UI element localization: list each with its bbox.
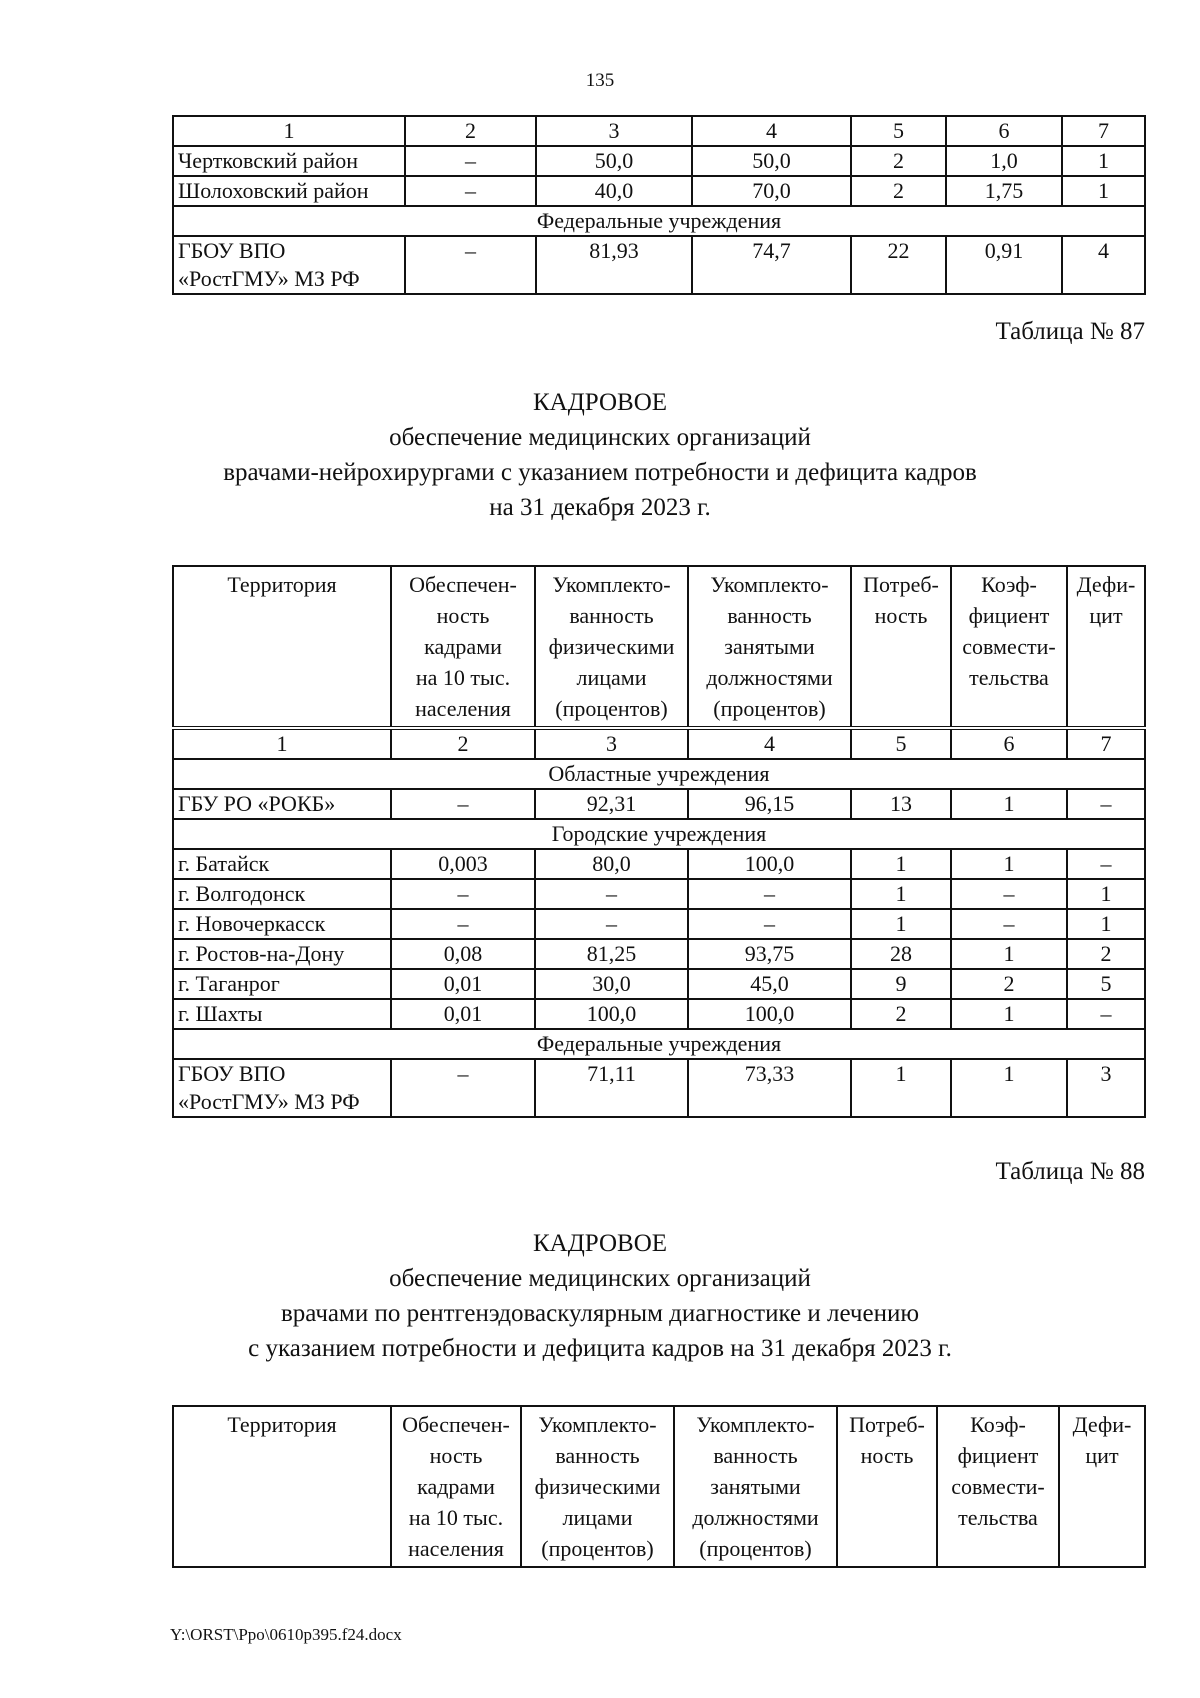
header-text-line: Потреб- bbox=[849, 1412, 925, 1437]
table-87-title-block bbox=[0, 385, 1200, 525]
table-87-section-row bbox=[173, 1029, 1145, 1059]
value-cell: – bbox=[535, 879, 688, 909]
value-cell: – bbox=[405, 236, 536, 294]
value-cell: 22 bbox=[851, 236, 946, 294]
federal-institution-name-line-2: «РостГМУ» МЗ РФ bbox=[178, 1089, 360, 1114]
header-text-line: совмести- bbox=[951, 1474, 1045, 1499]
header-text-line: лицами bbox=[562, 1505, 633, 1530]
header-text-line: занятыми bbox=[710, 1474, 801, 1499]
value-cell: 2 bbox=[1067, 939, 1145, 969]
value-cell: – bbox=[391, 1059, 535, 1117]
value-cell: 2 bbox=[851, 999, 951, 1029]
value-cell: 1,75 bbox=[946, 176, 1062, 206]
column-number: 4 bbox=[688, 728, 851, 759]
value-cell: – bbox=[1067, 789, 1145, 819]
table-87-header-row bbox=[173, 566, 1145, 728]
value-cell: 81,25 bbox=[535, 939, 688, 969]
header-text-line: физическими bbox=[534, 1474, 661, 1499]
column-number: 3 bbox=[536, 116, 692, 146]
federal-institution-name-line-2: «РостГМУ» МЗ РФ bbox=[178, 266, 360, 291]
column-number: 1 bbox=[173, 116, 405, 146]
page-number: 135 bbox=[585, 70, 615, 91]
table-88-title: КАДРОВОЕ bbox=[532, 1230, 668, 1257]
header-text-line: должностями bbox=[692, 1505, 819, 1530]
header-text-line: Обеспечен- bbox=[409, 572, 517, 597]
table-87-subtitle-1: обеспечение медицинских организаций bbox=[389, 424, 811, 451]
table-88-header-col-4 bbox=[674, 1406, 837, 1567]
territory-cell: г. Волгодонск bbox=[173, 879, 391, 909]
header-text-line: ванность bbox=[569, 603, 654, 628]
header-text-line: (процентов) bbox=[555, 696, 668, 721]
value-cell: 73,33 bbox=[688, 1059, 851, 1117]
value-cell: – bbox=[688, 909, 851, 939]
value-cell: – bbox=[535, 909, 688, 939]
column-number: 6 bbox=[946, 116, 1062, 146]
value-cell: 1 bbox=[1067, 879, 1145, 909]
value-cell: 50,0 bbox=[536, 146, 692, 176]
header-text-line: Укомплекто- bbox=[710, 572, 829, 597]
header-text-line: тельства bbox=[969, 665, 1049, 690]
column-number: 4 bbox=[692, 116, 851, 146]
table-87-section-row bbox=[173, 759, 1145, 789]
header-text-line: Территория bbox=[227, 1412, 337, 1437]
header-text-line: занятыми bbox=[724, 634, 815, 659]
value-cell: 100,0 bbox=[688, 999, 851, 1029]
value-cell: 1 bbox=[951, 999, 1067, 1029]
value-cell: 1 bbox=[851, 879, 951, 909]
value-cell: 28 bbox=[851, 939, 951, 969]
header-text-line: должностями bbox=[706, 665, 833, 690]
header-text-line: Укомплекто- bbox=[552, 572, 671, 597]
territory-cell: Чертковский район bbox=[173, 146, 405, 176]
territory-cell: г. Шахты bbox=[173, 999, 391, 1029]
territory-cell: г. Батайск bbox=[173, 849, 391, 879]
value-cell: 1 bbox=[951, 849, 1067, 879]
value-cell: 81,93 bbox=[536, 236, 692, 294]
table-row bbox=[173, 939, 1145, 969]
value-cell: – bbox=[951, 879, 1067, 909]
header-text-line: кадрами bbox=[417, 1474, 495, 1499]
header-text-line: фициент bbox=[957, 1443, 1039, 1468]
header-text-line: Обеспечен- bbox=[402, 1412, 510, 1437]
value-cell: 13 bbox=[851, 789, 951, 819]
table-88-header-col-3 bbox=[521, 1406, 674, 1567]
table-87-header-col-1 bbox=[173, 566, 391, 728]
table-88-header-col-2 bbox=[391, 1406, 521, 1567]
value-cell: – bbox=[405, 146, 536, 176]
column-number: 1 bbox=[173, 728, 391, 759]
header-text-line: Дефи- bbox=[1076, 572, 1136, 597]
table-88-header-col-1 bbox=[173, 1406, 391, 1567]
header-text-line: Территория bbox=[227, 572, 337, 597]
value-cell: – bbox=[405, 176, 536, 206]
table-87-title: КАДРОВОЕ bbox=[532, 389, 668, 416]
value-cell: 100,0 bbox=[688, 849, 851, 879]
value-cell: 70,0 bbox=[692, 176, 851, 206]
value-cell: 0,01 bbox=[391, 999, 535, 1029]
header-text-line: ность bbox=[436, 603, 490, 628]
value-cell: 2 bbox=[951, 969, 1067, 999]
section-heading: Федеральные учреждения bbox=[173, 206, 1145, 236]
table-87-federal-row bbox=[173, 1059, 1145, 1117]
table-87-label: Таблица № 87 bbox=[995, 318, 1145, 345]
header-text-line: ванность bbox=[555, 1443, 640, 1468]
section-heading: Городские учреждения bbox=[173, 819, 1145, 849]
table-88-title-block bbox=[0, 1226, 1200, 1366]
table-row bbox=[173, 146, 1145, 176]
column-number: 7 bbox=[1062, 116, 1145, 146]
territory-cell: г. Таганрог bbox=[173, 969, 391, 999]
value-cell: – bbox=[391, 879, 535, 909]
territory-cell: г. Ростов-на-Дону bbox=[173, 939, 391, 969]
header-text-line: Дефи- bbox=[1072, 1412, 1132, 1437]
value-cell: 1 bbox=[851, 909, 951, 939]
table-87 bbox=[172, 565, 1146, 1118]
territory-cell bbox=[173, 1059, 391, 1117]
value-cell: 40,0 bbox=[536, 176, 692, 206]
column-number: 6 bbox=[951, 728, 1067, 759]
table-88-header-col-7 bbox=[1059, 1406, 1145, 1567]
value-cell: 1 bbox=[851, 849, 951, 879]
continuation-section-row bbox=[173, 206, 1145, 236]
value-cell: 1 bbox=[1062, 146, 1145, 176]
value-cell: – bbox=[1067, 999, 1145, 1029]
header-text-line: совмести- bbox=[962, 634, 1056, 659]
value-cell: 0,08 bbox=[391, 939, 535, 969]
continuation-table bbox=[172, 115, 1146, 295]
value-cell: – bbox=[1067, 849, 1145, 879]
column-number: 3 bbox=[535, 728, 688, 759]
table-87-subtitle-3: на 31 декабря 2023 г. bbox=[489, 494, 711, 521]
table-88-header-row bbox=[173, 1406, 1145, 1567]
value-cell: 0,01 bbox=[391, 969, 535, 999]
header-text-line: на 10 тыс. bbox=[408, 1505, 504, 1530]
value-cell: 3 bbox=[1067, 1059, 1145, 1117]
header-text-line: населения bbox=[408, 1536, 504, 1561]
header-text-line: ность bbox=[429, 1443, 483, 1468]
continuation-column-numbers-row bbox=[173, 116, 1145, 146]
value-cell: – bbox=[391, 909, 535, 939]
value-cell: 1 bbox=[951, 1059, 1067, 1117]
header-text-line: фициент bbox=[968, 603, 1050, 628]
column-number: 2 bbox=[391, 728, 535, 759]
table-87-header-col-7 bbox=[1067, 566, 1145, 728]
table-row bbox=[173, 849, 1145, 879]
header-text-line: тельства bbox=[958, 1505, 1038, 1530]
table-87-header-col-3 bbox=[535, 566, 688, 728]
header-text-line: Потреб- bbox=[863, 572, 939, 597]
value-cell: 100,0 bbox=[535, 999, 688, 1029]
header-text-line: Коэф- bbox=[981, 572, 1037, 597]
header-text-line: на 10 тыс. bbox=[415, 665, 511, 690]
header-text-line: кадрами bbox=[424, 634, 502, 659]
federal-institution-name-line-1: ГБОУ ВПО bbox=[178, 1061, 286, 1086]
value-cell: 1 bbox=[951, 789, 1067, 819]
value-cell: 2 bbox=[851, 176, 946, 206]
header-text-line: ность bbox=[860, 1443, 914, 1468]
table-row bbox=[173, 879, 1145, 909]
value-cell: 71,11 bbox=[535, 1059, 688, 1117]
header-text-line: населения bbox=[415, 696, 511, 721]
value-cell: 1 bbox=[951, 939, 1067, 969]
table-88-header-col-6 bbox=[937, 1406, 1059, 1567]
value-cell: 93,75 bbox=[688, 939, 851, 969]
header-text-line: ванность bbox=[713, 1443, 798, 1468]
table-87-header-col-5 bbox=[851, 566, 951, 728]
value-cell: 92,31 bbox=[535, 789, 688, 819]
table-88-subtitle-1: обеспечение медицинских организаций bbox=[389, 1265, 811, 1292]
value-cell: 30,0 bbox=[535, 969, 688, 999]
territory-cell: Шолоховский район bbox=[173, 176, 405, 206]
header-text-line: Укомплекто- bbox=[538, 1412, 657, 1437]
table-88-subtitle-2: врачами по рентгенэдоваскулярным диагностике и лечению bbox=[280, 1300, 920, 1327]
value-cell: 2 bbox=[851, 146, 946, 176]
federal-institution-name-line-1: ГБОУ ВПО bbox=[178, 238, 286, 263]
table-88-header-col-5 bbox=[837, 1406, 937, 1567]
table-87-header-col-2 bbox=[391, 566, 535, 728]
value-cell: 96,15 bbox=[688, 789, 851, 819]
value-cell: 9 bbox=[851, 969, 951, 999]
section-heading: Федеральные учреждения bbox=[173, 1029, 1145, 1059]
value-cell: – bbox=[688, 879, 851, 909]
value-cell: 1 bbox=[1067, 909, 1145, 939]
header-text-line: физическими bbox=[548, 634, 675, 659]
value-cell: 0,91 bbox=[946, 236, 1062, 294]
column-number: 7 bbox=[1067, 728, 1145, 759]
header-text-line: ванность bbox=[727, 603, 812, 628]
table-row bbox=[173, 969, 1145, 999]
table-row bbox=[173, 789, 1145, 819]
value-cell: 74,7 bbox=[692, 236, 851, 294]
header-text-line: цит bbox=[1089, 603, 1123, 628]
value-cell: 0,003 bbox=[391, 849, 535, 879]
table-88 bbox=[172, 1405, 1146, 1568]
value-cell: 1 bbox=[851, 1059, 951, 1117]
value-cell: 50,0 bbox=[692, 146, 851, 176]
value-cell: 80,0 bbox=[535, 849, 688, 879]
value-cell: 4 bbox=[1062, 236, 1145, 294]
header-text-line: (процентов) bbox=[541, 1536, 654, 1561]
table-87-subtitle-2: врачами-нейрохирургами с указанием потребности и дефицита кадров bbox=[223, 459, 977, 486]
table-87-section-row bbox=[173, 819, 1145, 849]
table-87-header-col-6 bbox=[951, 566, 1067, 728]
table-row bbox=[173, 999, 1145, 1029]
continuation-federal-row bbox=[173, 236, 1145, 294]
value-cell: 5 bbox=[1067, 969, 1145, 999]
header-text-line: (процентов) bbox=[713, 696, 826, 721]
header-text-line: цит bbox=[1085, 1443, 1119, 1468]
table-87-header-col-4 bbox=[688, 566, 851, 728]
value-cell: 1 bbox=[1062, 176, 1145, 206]
section-heading: Областные учреждения bbox=[173, 759, 1145, 789]
header-text-line: ность bbox=[874, 603, 928, 628]
value-cell: – bbox=[951, 909, 1067, 939]
header-text-line: (процентов) bbox=[699, 1536, 812, 1561]
table-88-subtitle-3: с указанием потребности и дефицита кадров на 31 декабря 2023 г. bbox=[248, 1335, 952, 1362]
territory-cell: ГБУ РО «РОКБ» bbox=[173, 789, 391, 819]
table-88-label: Таблица № 88 bbox=[995, 1158, 1145, 1185]
table-row bbox=[173, 909, 1145, 939]
column-number: 2 bbox=[405, 116, 536, 146]
column-number: 5 bbox=[851, 728, 951, 759]
file-path-footer: Y:\ORST\Ppo\0610p395.f24.docx bbox=[170, 1625, 402, 1644]
column-number: 5 bbox=[851, 116, 946, 146]
value-cell: 45,0 bbox=[688, 969, 851, 999]
header-text-line: Укомплекто- bbox=[696, 1412, 815, 1437]
value-cell: – bbox=[391, 789, 535, 819]
header-text-line: лицами bbox=[576, 665, 647, 690]
territory-cell bbox=[173, 236, 405, 294]
table-87-column-numbers-row bbox=[173, 728, 1145, 759]
table-row bbox=[173, 176, 1145, 206]
header-text-line: Коэф- bbox=[970, 1412, 1026, 1437]
value-cell: 1,0 bbox=[946, 146, 1062, 176]
territory-cell: г. Новочеркасск bbox=[173, 909, 391, 939]
